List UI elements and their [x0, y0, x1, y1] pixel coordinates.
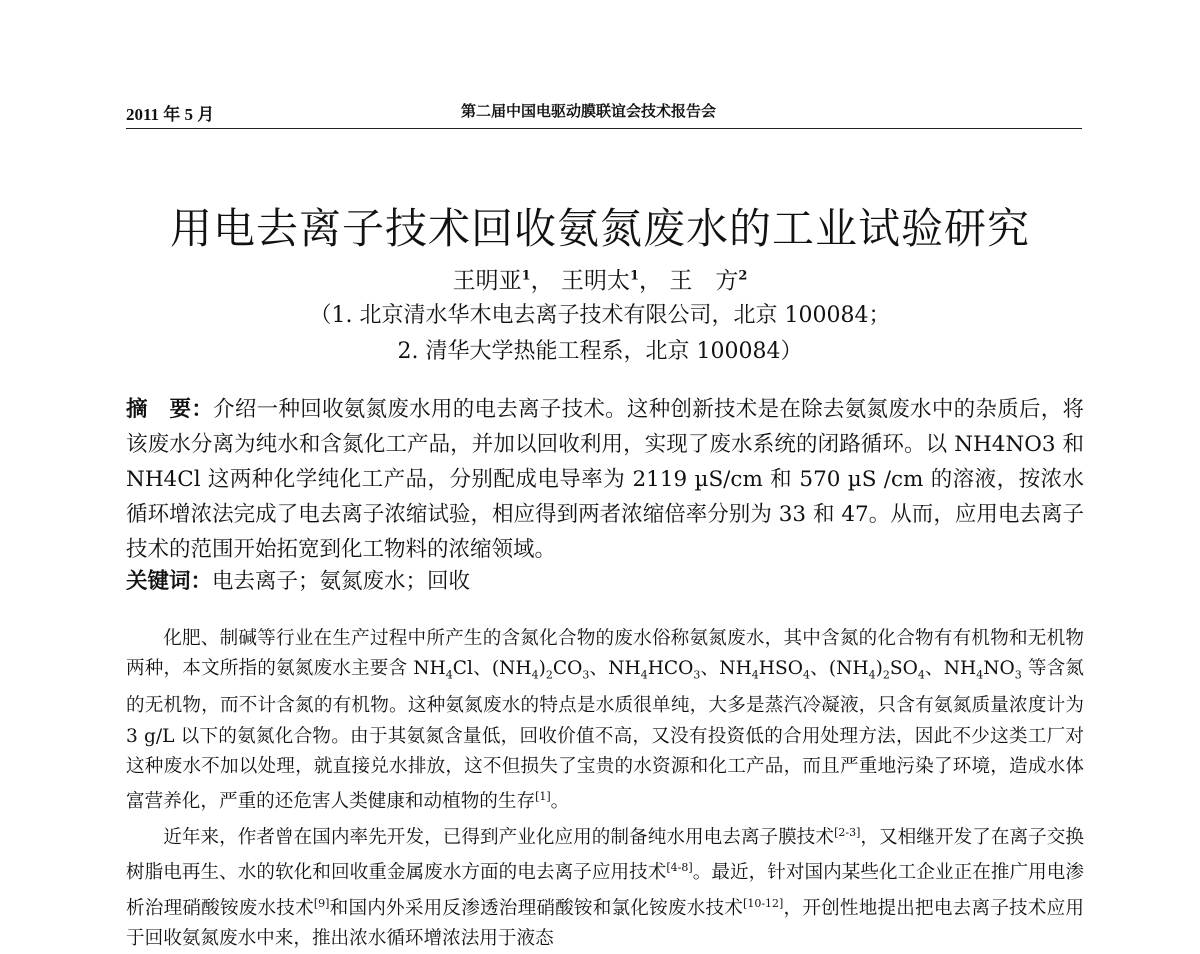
text-run: HCO	[647, 658, 694, 680]
text-run: 。最近，针对国内某些化工企业正在推广用电渗析治理硝酸铵废水技术	[126, 862, 1084, 919]
text-run: SO	[889, 658, 918, 680]
subscript: 3	[1014, 669, 1022, 683]
keywords-label: 关键词：	[126, 569, 213, 594]
subscript: 3	[693, 669, 701, 683]
subscript: 3	[582, 669, 590, 683]
citation-ref: [10-12]	[743, 896, 784, 910]
keywords-text: 电去离子；氨氮废水；回收	[212, 569, 471, 594]
header-conference: 第二届中国电驱动膜联谊会技术报告会	[461, 102, 717, 120]
subscript: 4	[976, 669, 984, 683]
subscript: 4	[531, 669, 539, 683]
subscript: 4	[445, 669, 453, 683]
author-affiliation-mark: 1	[629, 268, 640, 284]
citation-ref: [2-3]	[834, 825, 861, 839]
author-name: 王 方	[669, 268, 739, 294]
affiliation-line: 2. 清华大学热能工程系，北京 100084）	[397, 339, 803, 364]
text-run: 和国内外采用反渗透治理硝酸铵和氯化铵废水技术	[329, 897, 744, 919]
author-name: 王明太	[560, 268, 630, 294]
text-run: 化肥、制碱等行业在生产过程中所产生的含氮化合物的废水俗称氨氮废水，其中含氮的化合物有有机物和无机物两种，本文所指的氨氮废水主要含 NH	[126, 628, 1084, 680]
abstract-text: 介绍一种回收氨氮废水用的电去离子技术。这种创新技术是在除去氨氮废水中的杂质后，将该废水分离为纯水和含氮化工产品，并加以回收利用，实现了废水系统的闭路循环。以 NH4NO3 和 NH4Cl 这两种化学纯化工产品，分别配成电导率为 2119 µS/cm 和 570 µS /cm 的溶液，按浓水循环增浓法完成了电去离子浓缩试验，相应得到两者浓缩倍率分别为 33 和 47。从而，应用电去离子技术的范围开始拓宽到化工物料的浓缩领域。	[126, 397, 1084, 562]
text-run: )	[538, 658, 546, 680]
subscript: 4	[868, 669, 876, 683]
text-run: 、(NH	[810, 658, 869, 680]
subscript: 4	[803, 669, 810, 683]
subscript: 2	[545, 669, 553, 683]
citation-ref: [1]	[535, 790, 551, 804]
text-run: HSO	[758, 658, 803, 680]
subscript: 4	[640, 669, 648, 683]
text-run: 。	[550, 791, 570, 813]
text-run: 等含氮的无机物，而不计含氮的有机物。这种氨氮废水的特点是水质很单纯，大多是蒸汽冷凝液，只含有氨氮质量浓度计为 3 g/L 以下的氨氮化合物。由于其氨氮含量低，回收价值不高，又没有投资低的合用处理方法，因此不少这类工厂对这种废水不加以处理，就直接兑水排放，这不但损失了宝贵的水资源和化工产品，而且严重地污染了环境，造成水体富营养化，严重的还危害人类健康和动植物的生存	[126, 658, 1084, 813]
affiliation-line: （1. 北京清水华木电去离子技术有限公司，北京 100084；	[309, 303, 891, 328]
body-text	[126, 624, 1084, 954]
running-header	[126, 100, 1082, 129]
abstract-label: 摘 要：	[126, 397, 214, 422]
text-run: 、NH	[589, 658, 641, 680]
citation-ref: [4-8]	[666, 861, 693, 875]
header-date: 2011 年 5 月	[126, 105, 215, 124]
body-paragraph	[126, 624, 1084, 818]
text-run: 、NH	[700, 658, 752, 680]
text-run: ，开创性地提出把电去离子技术应用于回收氨氮废水中来，推出浓水循环增浓法用于液态	[126, 897, 1084, 950]
subscript: 4	[917, 669, 925, 683]
author-name: 王明亚	[452, 268, 522, 294]
abstract	[126, 392, 1084, 567]
author-affiliation-mark: 2	[738, 268, 748, 284]
body-paragraph	[126, 818, 1084, 954]
text-run: NO	[983, 658, 1015, 680]
subscript: 4	[751, 669, 759, 683]
keywords	[126, 564, 1084, 599]
text-run: ，又相继开发了在离子交换树脂电再生、水的软化和回收重金属废水方面的电去离子应用技术	[126, 826, 1084, 884]
author-list: 王明亚$^1$， 王明太$^1$， 王 方$^2$	[452, 268, 748, 294]
paper-title: 用电去离子技术回收氨氮废水的工业试验研究	[169, 204, 1030, 253]
author-affiliation-mark: 1	[521, 268, 531, 284]
subscript: 2	[882, 669, 890, 683]
text-run: Cl、(NH	[452, 658, 532, 680]
text-run: 、NH	[924, 658, 977, 680]
citation-ref: [9]	[313, 896, 330, 910]
text-run: 近年来，作者曾在国内率先开发，已得到产业化应用的制备纯水用电去离子膜技术	[163, 826, 835, 848]
text-run: )	[875, 658, 883, 680]
text-run: CO	[552, 658, 583, 680]
